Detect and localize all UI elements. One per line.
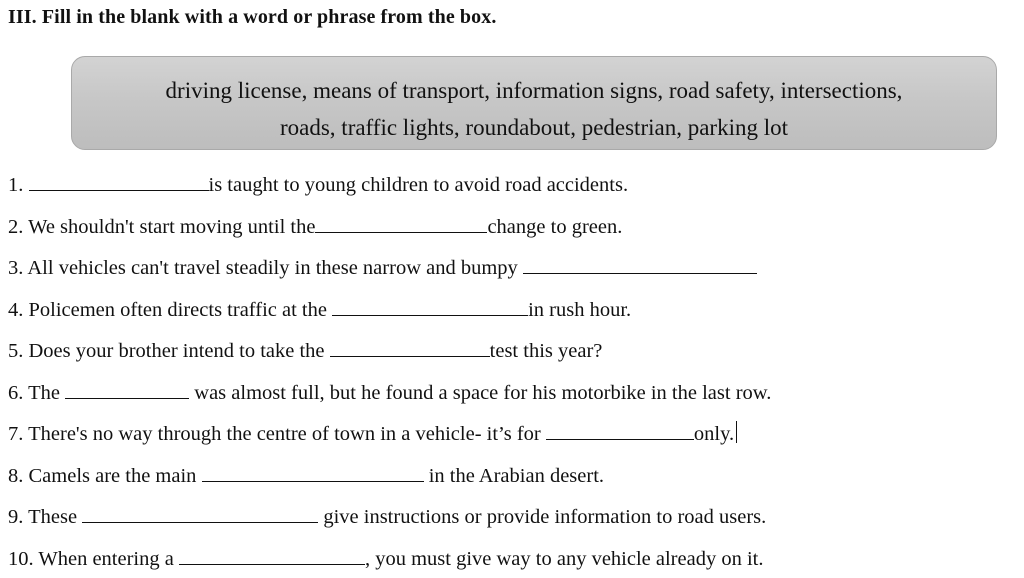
question-7-text-after: only. (693, 423, 735, 445)
exercise-heading: III. Fill in the blank with a word or phrase from the box. (8, 6, 497, 28)
question-10-text-before: 10. When entering a (8, 547, 179, 570)
question-4-text-before: 4. Policemen often directs traffic at the (8, 298, 333, 321)
question-5-blank[interactable] (330, 338, 490, 357)
question-9-text-before: 9. These (8, 506, 83, 528)
word-box-line-2: roads, traffic lights, roundabout, pedestrian, parking lot (279, 115, 788, 140)
question-3-text-before: 3. All vehicles can't travel steadily in these narrow and bumpy (8, 257, 523, 279)
question-8-text-after: in the Arabian desert. (423, 464, 605, 487)
question-list (8, 170, 771, 578)
question-7 (8, 419, 771, 461)
question-5-text-before: 5. Does your brother intend to take the (8, 340, 330, 362)
question-1-text-before: 1. (8, 174, 29, 196)
question-4-blank[interactable] (332, 297, 528, 316)
question-1 (8, 170, 771, 212)
question-10-blank[interactable] (179, 546, 365, 565)
word-box (71, 56, 997, 150)
question-5-text-after: test this year? (489, 340, 603, 362)
question-10 (8, 544, 771, 578)
question-6-blank[interactable] (65, 380, 189, 399)
question-1-blank[interactable] (29, 172, 209, 191)
question-2-text-before: 2. We shouldn't start moving until the (8, 215, 316, 238)
question-7-text-before: 7. There's no way through the centre of town in a vehicle- it’s for (8, 423, 546, 445)
question-6-text-after: was almost full, but he found a space for his motorbike in the last row. (189, 381, 772, 404)
question-6-text-before: 6. The (8, 381, 66, 404)
question-8-blank[interactable] (202, 463, 424, 482)
question-9 (8, 502, 771, 544)
question-4 (8, 295, 771, 337)
question-1-text-after: is taught to young children to avoid road accidents. (208, 174, 629, 196)
question-3 (8, 253, 771, 295)
word-box-line-1: driving license, means of transport, information signs, road safety, intersections, (165, 78, 903, 103)
question-5 (8, 336, 771, 378)
question-8-text-before: 8. Camels are the main (8, 464, 202, 487)
question-8 (8, 461, 771, 503)
question-3-blank[interactable] (523, 255, 757, 274)
question-4-text-after: in rush hour. (528, 298, 632, 321)
question-9-blank[interactable] (82, 504, 318, 523)
question-2-blank[interactable] (315, 214, 487, 233)
question-7-blank[interactable] (546, 421, 694, 440)
question-2-text-after: change to green. (487, 215, 623, 238)
question-10-text-after: , you must give way to any vehicle already on it. (364, 547, 764, 570)
question-9-text-after: give instructions or provide information to road users. (318, 506, 767, 528)
question-6 (8, 378, 771, 420)
question-2 (8, 212, 771, 254)
text-cursor (736, 421, 737, 443)
